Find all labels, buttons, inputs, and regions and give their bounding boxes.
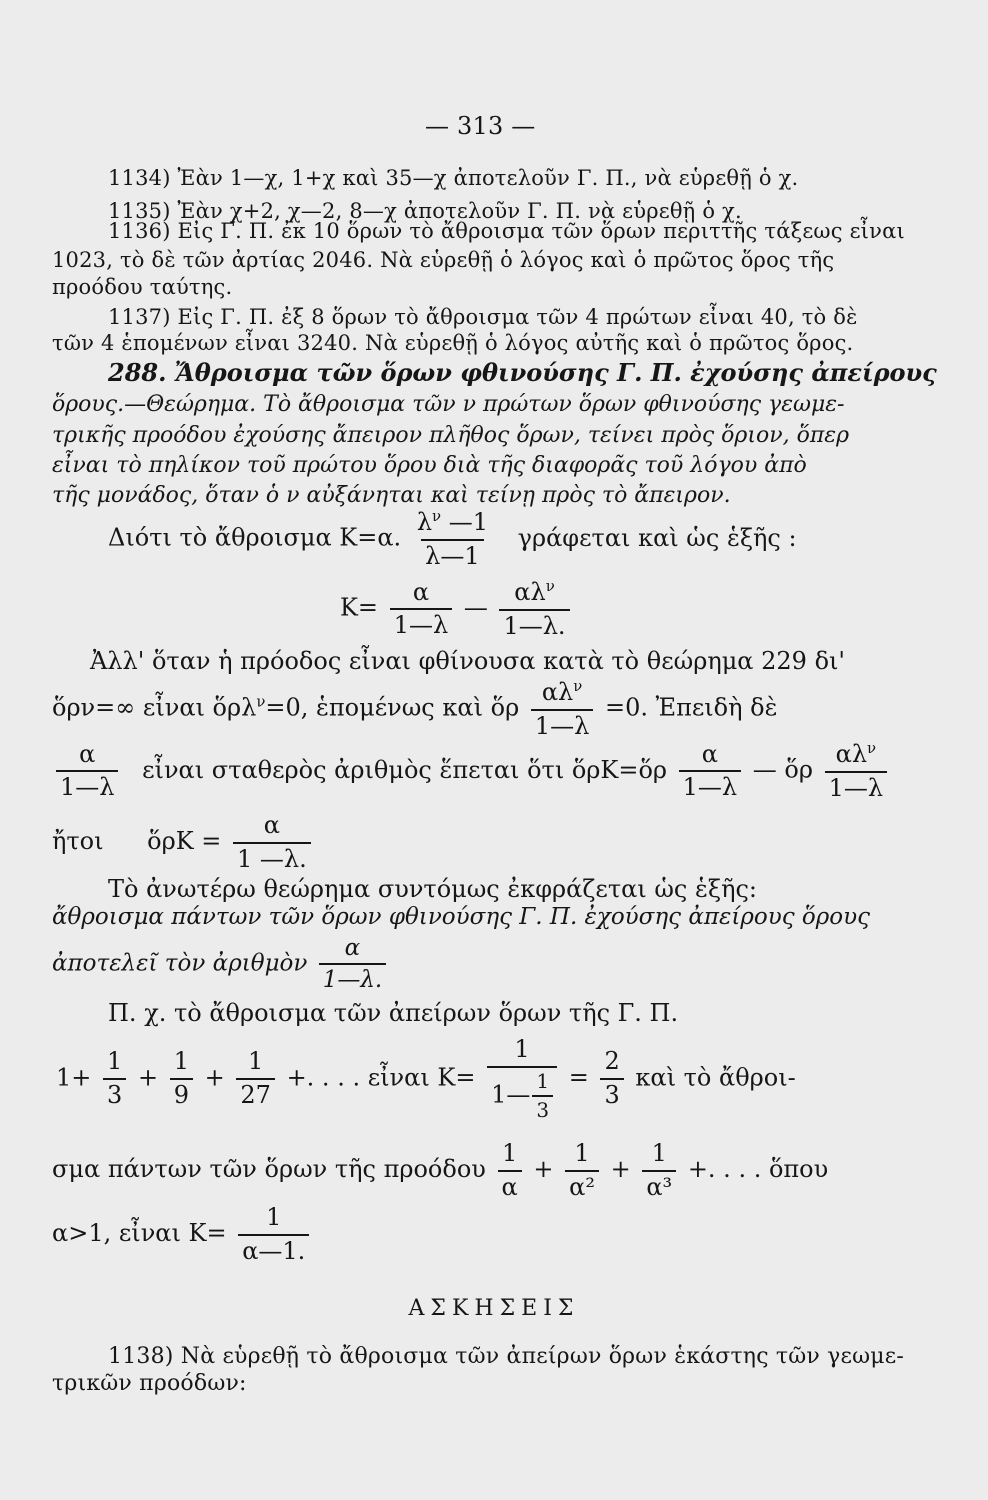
exercise-1137-line2: τῶν 4 ἑπομένων εἶναι 3240. Νὰ εὑρεθῇ ὁ λόγος αὐτῆς καὶ ὁ πρῶτος ὅρος.	[52, 331, 854, 355]
dioti-text: Διότι τὸ ἄθροισμα Κ=α.	[108, 523, 402, 552]
dioti-post: γράφεται καὶ ὡς ἑξῆς :	[517, 523, 797, 552]
page-number: — 313 —	[425, 112, 536, 140]
section-288-line5: τῆς μονάδος, ὅταν ὁ ν αὐξάνηται καὶ τείνῃ πρὸς τὸ ἄπειρον.	[52, 483, 731, 508]
exercise-1135: 1135) Ἐὰν χ+2, χ—2, 8—χ ἀποτελοῦν Γ. Π. νὰ εὑρεθῇ ὁ χ.	[108, 199, 742, 223]
itoi-line: ἤτοι ὅρΚ = $\frac{\alpha}{1 —\lambda.}$	[52, 812, 315, 873]
example-line: Π. χ. τὸ ἄθροισμα τῶν ἀπείρων ὅρων τῆς Γ. Π.	[108, 999, 679, 1027]
fraction-lambda-nu: $\frac{\lambda^\nu —1}{\lambda—1}$	[416, 507, 488, 570]
summary-line2: ἄθροισμα πάντων τῶν ὅρων φθινούσης Γ. Π. ἐχούσης ἀπείρους ὅρους	[52, 904, 870, 930]
summary-line1: Τὸ ἀνωτέρω θεώρημα συντόμως ἐκφράζεται ὡς ἑξῆς:	[108, 875, 757, 903]
exercise-1134: 1134) Ἐὰν 1—χ, 1+χ καὶ 35—χ ἀποτελοῦν Γ. Π., νὰ εὑρεθῇ ὁ χ.	[108, 166, 799, 190]
summary-line3: ἀποτελεῖ τὸν ἀριθμὸν $\frac{\alpha}{1—\lambda.}$	[52, 935, 390, 994]
alpha-condition-line: α>1, εἶναι Κ= $\frac{1}{\alpha—1.}$	[52, 1204, 313, 1265]
section-288-line2: ὅρους.—Θεώρημα. Τὸ ἄθροισμα τῶν ν πρώτων ὅρων φθινούσης γεωμε-	[52, 392, 845, 417]
k-split-formula: Κ= $\frac{\alpha}{1—\lambda}$ — $\frac{\alpha\lambda^\nu}{1—\lambda.}$	[340, 578, 574, 640]
constant-line: $\frac{\alpha}{1—\lambda}$ εἶναι σταθερὸς ἀριθμὸς ἕπεται ὅτι ὅρΚ=ὅρ $\frac{\alpha}{1—\lambda}$ — ὅρ $\frac{\alpha\lambda^\nu}{1—\lambda}$	[52, 740, 891, 802]
dioti-formula	[108, 508, 797, 570]
section-288-line4: εἶναι τὸ πηλίκον τοῦ πρώτου ὅρου διὰ τῆς διαφορᾶς τοῦ λόγου ἀπὸ	[52, 453, 807, 478]
exercises-title: ΑΣΚΗΣΕΙΣ	[408, 1296, 580, 1321]
exercise-1136-line2: 1023, τὸ δὲ τῶν ἀρτίας 2046. Νὰ εὑρεθῇ ὁ λόγος καὶ ὁ πρῶτος ὅρος τῆς	[52, 248, 835, 272]
exercise-1136-line3: προόδου ταύτης.	[52, 275, 233, 299]
geometric-sum-line: σμα πάντων τῶν ὅρων τῆς προόδου $\frac{1}{\alpha}$ + $\frac{1}{\text{α²}}$ + $\frac{1}{\text{α³}}$ +. . . . ὅπου	[52, 1139, 829, 1201]
exercise-1136-line1: 1136) Εἰς Γ. Π. ἐκ 10 ὅρων τὸ ἄθροισμα τῶν ὅρων περιττῆς τάξεως εἶναι	[108, 219, 905, 243]
section-288-heading: 288. Ἄθροισμα τῶν ὅρων φθινούσης Γ. Π. ἐχούσης ἀπείρους	[108, 358, 937, 387]
exercise-1138-line2: τρικῶν προόδων:	[52, 1371, 247, 1396]
exercise-1138-line1: 1138) Νὰ εὑρεθῇ τὸ ἄθροισμα τῶν ἀπείρων ὅρων ἑκάστης τῶν γεωμε-	[108, 1344, 904, 1369]
series-example: 1+ $\frac{1}{3}$ + $\frac{1}{9}$ + $\frac{1}{27}$ +. . . . εἶναι Κ= 1 1— $\frac{1}{3}$ = $\frac{2}{3}$ καὶ τὸ ἄθροι-	[56, 1035, 796, 1122]
section-288-line3: τρικῆς προόδου ἐχούσης ἄπειρον πλῆθος ὅρων, τείνει πρὸς ὅριον, ὅπερ	[52, 423, 850, 448]
all-otan-line: Ἀλλ' ὅταν ἡ πρόοδος εἶναι φθίνουσα κατὰ τὸ θεώρημα 229 δι'	[90, 647, 846, 675]
exercise-1137-line1: 1137) Εἰς Γ. Π. ἐξ 8 ὅρων τὸ ἄθροισμα τῶν 4 πρώτων εἶναι 40, τὸ δὲ	[108, 305, 858, 329]
limit-line: ὅρν=∞ εἶναι ὅρλ$^\nu$=0, ἑπομένως καὶ ὅρ $\frac{\alpha\lambda^\nu}{1—\lambda}$ =0. Ἐπειδὴ δὲ	[52, 677, 778, 740]
